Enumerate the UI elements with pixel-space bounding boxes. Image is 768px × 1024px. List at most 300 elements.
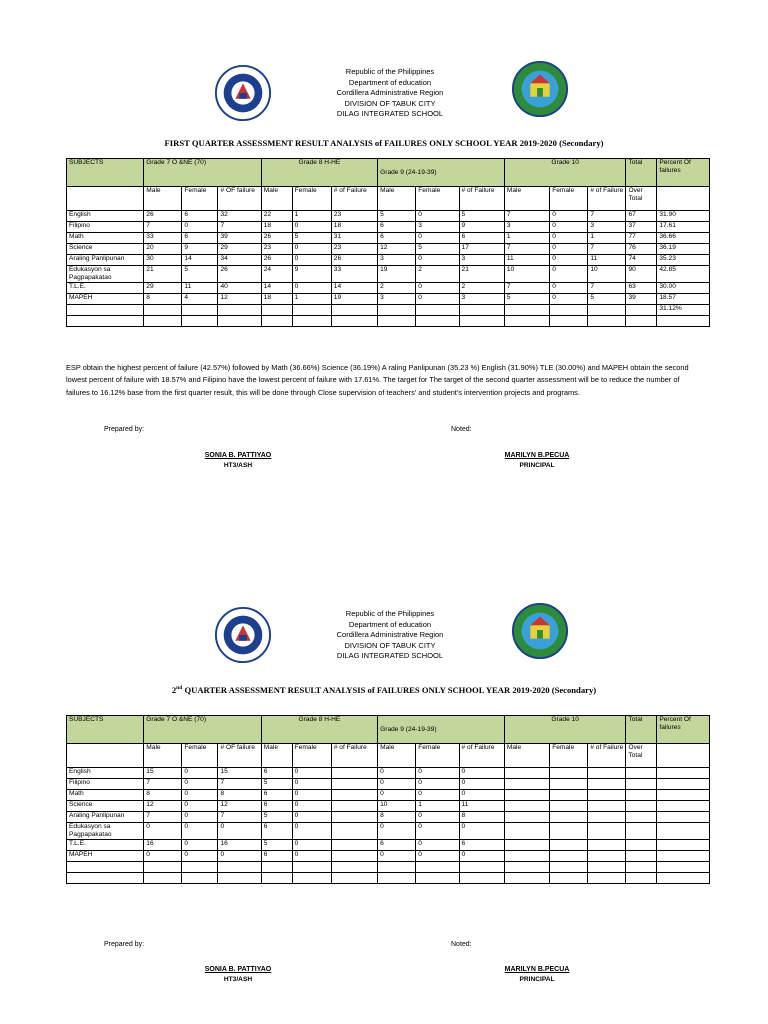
subject-cell: Filipino: [67, 222, 144, 233]
subject-cell: MAPEH: [67, 294, 144, 305]
col-grade10: Grade 10: [504, 716, 626, 744]
value-cell: [588, 779, 626, 790]
subhead-failure: # of Failure: [331, 744, 377, 768]
value-cell: 0: [550, 233, 588, 244]
subhead-failure: # OF failure: [218, 744, 261, 768]
value-cell: 23: [261, 244, 292, 255]
value-cell: 7: [588, 283, 626, 294]
value-cell: [504, 801, 549, 812]
noter-role: PRINCIPAL: [519, 976, 555, 983]
subhead-female: Female: [182, 744, 218, 768]
value-cell: 5: [416, 244, 459, 255]
value-cell: 7: [144, 779, 182, 790]
value-cell: [657, 873, 710, 884]
col-total: Total: [626, 716, 657, 744]
value-cell: 15: [144, 768, 182, 779]
value-cell: [416, 873, 459, 884]
preparer-name: SONIA B. PATTIYAO: [204, 966, 272, 973]
value-cell: [331, 851, 377, 862]
value-cell: [588, 840, 626, 851]
subject-cell: [67, 862, 144, 873]
table-row: [67, 851, 710, 862]
value-cell: 14: [182, 255, 218, 266]
value-cell: 6: [182, 233, 218, 244]
value-cell: 33: [144, 233, 182, 244]
letterhead-line: Cordillera Administrative Region: [336, 630, 444, 639]
value-cell: 22: [261, 211, 292, 222]
col-grade8: Grade 8 H-HE: [261, 716, 377, 744]
value-cell: [504, 873, 549, 884]
value-cell: 0: [292, 812, 331, 823]
value-cell: 12: [218, 294, 261, 305]
value-cell: 26: [261, 255, 292, 266]
value-cell: [657, 768, 710, 779]
subject-cell: T.L.E.: [67, 840, 144, 851]
value-cell: [626, 840, 657, 851]
value-cell: 21: [459, 266, 504, 283]
value-cell: 76: [626, 244, 657, 255]
col-subjects: SUBJECTS: [67, 159, 144, 187]
noted-label: Noted:: [451, 941, 472, 948]
value-cell: 18: [261, 222, 292, 233]
value-cell: [588, 790, 626, 801]
noter-name: MARILYN B.PECUA: [504, 452, 570, 459]
value-cell: [588, 801, 626, 812]
letterhead-line: DILAG INTEGRATED SCHOOL: [336, 651, 444, 660]
value-cell: 0: [378, 851, 416, 862]
value-cell: [626, 823, 657, 840]
value-cell: 8: [144, 294, 182, 305]
value-cell: 7: [144, 812, 182, 823]
value-cell: [550, 823, 588, 840]
value-cell: 7: [504, 244, 549, 255]
value-cell: 5: [261, 840, 292, 851]
value-cell: [504, 851, 549, 862]
value-cell: 2: [378, 283, 416, 294]
subhead-failure: # of Failure: [331, 187, 377, 211]
letterhead-line: DIVISION OF TABUK CITY: [344, 640, 436, 650]
value-cell: [550, 801, 588, 812]
value-cell: 9: [292, 266, 331, 283]
col-grade9: Grade 9 (24-19-39): [378, 716, 505, 744]
col-grade8: Grade 8 H-HE: [261, 159, 377, 187]
subhead-failure: # of Failure: [588, 744, 626, 768]
value-cell: 7: [588, 211, 626, 222]
subhead-male: Male: [378, 744, 416, 768]
col-grade9: Grade 9 (24-19-39): [378, 159, 505, 187]
value-cell: 4: [182, 294, 218, 305]
value-cell: 39: [218, 233, 261, 244]
value-cell: [588, 768, 626, 779]
subject-cell: T.L.E.: [67, 283, 144, 294]
subhead-male: Male: [144, 187, 182, 211]
value-cell: 1: [504, 233, 549, 244]
value-cell: 0: [292, 823, 331, 840]
value-cell: [416, 862, 459, 873]
value-cell: 0: [550, 222, 588, 233]
value-cell: 0: [292, 840, 331, 851]
value-cell: [261, 873, 292, 884]
value-cell: 0: [144, 851, 182, 862]
value-cell: 0: [416, 840, 459, 851]
value-cell: 19: [331, 294, 377, 305]
value-cell: 6: [459, 840, 504, 851]
value-cell: 12: [378, 244, 416, 255]
value-cell: [331, 779, 377, 790]
value-cell: 20: [144, 244, 182, 255]
value-cell: [550, 851, 588, 862]
value-cell: 21: [144, 266, 182, 283]
value-cell: [550, 812, 588, 823]
value-cell: 26: [331, 255, 377, 266]
value-cell: 0: [459, 779, 504, 790]
value-cell: 19: [378, 266, 416, 283]
value-cell: [378, 862, 416, 873]
col-total: Total: [626, 159, 657, 187]
col-percent: Percent Of failures: [657, 716, 710, 744]
preparer-role: HT3/ASH: [223, 462, 253, 469]
letterhead-line: DIVISION OF TABUK CITY: [344, 98, 436, 108]
value-cell: 10: [378, 801, 416, 812]
subhead-female: Female: [416, 187, 459, 211]
value-cell: 5: [261, 779, 292, 790]
table-row: [67, 801, 710, 812]
value-cell: [657, 840, 710, 851]
value-cell: [504, 790, 549, 801]
value-cell: [504, 862, 549, 873]
value-cell: 6: [378, 222, 416, 233]
value-cell: [626, 768, 657, 779]
value-cell: 0: [416, 812, 459, 823]
value-cell: 30.00: [657, 283, 710, 294]
quarter2-table: [66, 715, 710, 884]
value-cell: [504, 779, 549, 790]
letterhead-line: Republic of the Philippines: [345, 67, 435, 76]
noter-role: PRINCIPAL: [519, 462, 555, 469]
letterhead-line: Department of education: [348, 619, 432, 629]
value-cell: [588, 873, 626, 884]
subhead-female: Female: [550, 187, 588, 211]
value-cell: 6: [378, 233, 416, 244]
value-cell: 74: [626, 255, 657, 266]
value-cell: 0: [416, 294, 459, 305]
letterhead-line: Cordillera Administrative Region: [336, 88, 444, 97]
value-cell: 5: [261, 812, 292, 823]
value-cell: 0: [378, 790, 416, 801]
subhead-male: Male: [378, 187, 416, 211]
value-cell: 0: [292, 244, 331, 255]
value-cell: 12: [144, 801, 182, 812]
value-cell: 6: [261, 823, 292, 840]
quarter2-title: 2nd QUARTER ASSESSMENT RESULT ANALYSIS of FAILURES ONLY SCHOOL YEAR 2019-2020 (Secondary): [171, 685, 597, 695]
subhead-male: Male: [504, 187, 549, 211]
value-cell: [626, 873, 657, 884]
table-row: [67, 768, 710, 779]
value-cell: 2: [416, 266, 459, 283]
subhead-male: Male: [261, 744, 292, 768]
subhead-female: Female: [550, 744, 588, 768]
school-seal-icon: [511, 602, 569, 660]
value-cell: [504, 768, 549, 779]
value-cell: 36.66: [657, 233, 710, 244]
value-cell: 90: [626, 266, 657, 283]
value-cell: 36.19: [657, 244, 710, 255]
value-cell: 0: [416, 255, 459, 266]
value-cell: 8: [218, 790, 261, 801]
value-cell: [588, 862, 626, 873]
subject-cell: Edukasyon sa Pagpapakatao: [67, 266, 144, 283]
subhead-failure: # OF failure: [218, 187, 261, 211]
value-cell: 6: [261, 851, 292, 862]
value-cell: [331, 823, 377, 840]
col-grade7: Grade 7 O &NE (70): [144, 716, 261, 744]
value-cell: 0: [182, 851, 218, 862]
value-cell: 77: [626, 233, 657, 244]
value-cell: 1: [588, 233, 626, 244]
value-cell: [331, 801, 377, 812]
quarter2-table-body: [67, 768, 710, 884]
value-cell: [331, 873, 377, 884]
letterhead: [280, 609, 500, 662]
subhead-male: Male: [504, 744, 549, 768]
value-cell: 11: [182, 283, 218, 294]
subject-cell: Edukasyon sa Pagpapakatao: [67, 823, 144, 840]
table-row: [67, 779, 710, 790]
value-cell: [459, 862, 504, 873]
value-cell: 0: [292, 851, 331, 862]
value-cell: 0: [292, 801, 331, 812]
value-cell: 7: [218, 812, 261, 823]
value-cell: 6: [378, 840, 416, 851]
value-cell: 31: [331, 233, 377, 244]
value-cell: 32: [218, 211, 261, 222]
value-cell: 8: [459, 812, 504, 823]
value-cell: 3: [378, 294, 416, 305]
value-cell: 11: [504, 255, 549, 266]
value-cell: 6: [261, 790, 292, 801]
col-grade7: Grade 7 O &NE (70): [144, 159, 261, 187]
col-percent: Percent Of failures: [657, 159, 710, 187]
value-cell: [626, 862, 657, 873]
value-cell: [626, 851, 657, 862]
subhead-over-total: Over Total: [626, 187, 657, 211]
value-cell: 14: [331, 283, 377, 294]
subject-cell: Filipino: [67, 779, 144, 790]
value-cell: 31.12%: [657, 305, 710, 316]
value-cell: 26: [261, 233, 292, 244]
value-cell: 3: [459, 294, 504, 305]
value-cell: 0: [144, 823, 182, 840]
value-cell: [459, 873, 504, 884]
value-cell: 23: [331, 211, 377, 222]
value-cell: [588, 851, 626, 862]
value-cell: 8: [378, 812, 416, 823]
value-cell: 0: [182, 790, 218, 801]
value-cell: 5: [182, 266, 218, 283]
value-cell: [378, 873, 416, 884]
value-cell: [550, 873, 588, 884]
value-cell: [657, 790, 710, 801]
value-cell: [626, 790, 657, 801]
value-cell: 35.23: [657, 255, 710, 266]
subhead-over-total: Over Total: [626, 744, 657, 768]
value-cell: 5: [292, 233, 331, 244]
value-cell: [550, 768, 588, 779]
subject-cell: Science: [67, 244, 144, 255]
value-cell: 31.90: [657, 211, 710, 222]
value-cell: [292, 862, 331, 873]
value-cell: 0: [550, 294, 588, 305]
col-subjects: SUBJECTS: [67, 716, 144, 744]
col-grade10: Grade 10: [504, 159, 626, 187]
letterhead-line: DILAG INTEGRATED SCHOOL: [336, 109, 444, 118]
value-cell: [144, 862, 182, 873]
subhead-female: Female: [416, 744, 459, 768]
prepared-by-label: Prepared by:: [104, 941, 145, 948]
value-cell: 24: [261, 266, 292, 283]
value-cell: [657, 823, 710, 840]
value-cell: 2: [459, 283, 504, 294]
value-cell: [504, 823, 549, 840]
value-cell: 0: [292, 255, 331, 266]
value-cell: 40: [218, 283, 261, 294]
value-cell: 26: [218, 266, 261, 283]
value-cell: 1: [292, 211, 331, 222]
value-cell: 0: [550, 283, 588, 294]
value-cell: 0: [218, 823, 261, 840]
value-cell: 0: [416, 211, 459, 222]
table-row: [67, 840, 710, 851]
noter-name: MARILYN B.PECUA: [504, 966, 570, 973]
value-cell: [657, 801, 710, 812]
subject-cell: English: [67, 211, 144, 222]
value-cell: 29: [218, 244, 261, 255]
subhead-failure: # of Failure: [459, 187, 504, 211]
value-cell: 5: [504, 294, 549, 305]
value-cell: 0: [416, 790, 459, 801]
value-cell: 5: [588, 294, 626, 305]
value-cell: 6: [182, 211, 218, 222]
value-cell: 0: [550, 255, 588, 266]
value-cell: 0: [292, 790, 331, 801]
value-cell: [504, 812, 549, 823]
value-cell: [550, 840, 588, 851]
value-cell: 0: [416, 823, 459, 840]
value-cell: [182, 873, 218, 884]
value-cell: [292, 873, 331, 884]
value-cell: 5: [378, 211, 416, 222]
value-cell: [218, 862, 261, 873]
value-cell: 23: [331, 244, 377, 255]
value-cell: 0: [416, 779, 459, 790]
subject-cell: English: [67, 768, 144, 779]
value-cell: 12: [218, 801, 261, 812]
value-cell: 67: [626, 211, 657, 222]
value-cell: 0: [182, 840, 218, 851]
subject-cell: MAPEH: [67, 851, 144, 862]
value-cell: 14: [261, 283, 292, 294]
value-cell: 0: [378, 768, 416, 779]
table-row: [67, 873, 710, 884]
value-cell: 0: [459, 851, 504, 862]
value-cell: 3: [378, 255, 416, 266]
value-cell: 5: [459, 211, 504, 222]
value-cell: 18: [331, 222, 377, 233]
value-cell: 39: [626, 294, 657, 305]
subject-cell: Araling Panlipunan: [67, 812, 144, 823]
value-cell: 8: [144, 790, 182, 801]
value-cell: 10: [504, 266, 549, 283]
value-cell: 11: [588, 255, 626, 266]
value-cell: 3: [459, 255, 504, 266]
value-cell: [261, 862, 292, 873]
table-row: [67, 812, 710, 823]
table-row: [67, 790, 710, 801]
value-cell: 0: [182, 801, 218, 812]
letterhead-line: Republic of the Philippines: [345, 609, 435, 618]
subject-cell: Math: [67, 233, 144, 244]
value-cell: [550, 790, 588, 801]
value-cell: 6: [261, 768, 292, 779]
value-cell: 7: [218, 222, 261, 233]
value-cell: [331, 812, 377, 823]
value-cell: [331, 790, 377, 801]
subhead-failure: # of Failure: [459, 744, 504, 768]
value-cell: 7: [588, 244, 626, 255]
value-cell: 15: [218, 768, 261, 779]
value-cell: 16: [218, 840, 261, 851]
subhead-female: Female: [182, 187, 218, 211]
value-cell: 42.85: [657, 266, 710, 283]
value-cell: [657, 779, 710, 790]
value-cell: 18: [261, 294, 292, 305]
preparer-name: SONIA B. PATTIYAO: [204, 452, 272, 459]
value-cell: [657, 812, 710, 823]
table-row: [67, 823, 710, 840]
value-cell: 0: [292, 222, 331, 233]
value-cell: 3: [504, 222, 549, 233]
subhead-male: Male: [144, 744, 182, 768]
subject-cell: Araling Panlipunan: [67, 255, 144, 266]
value-cell: 0: [218, 851, 261, 862]
value-cell: 9: [459, 222, 504, 233]
value-cell: 7: [218, 779, 261, 790]
subhead-failure: # of Failure: [588, 187, 626, 211]
value-cell: [550, 862, 588, 873]
value-cell: 7: [504, 283, 549, 294]
value-cell: 11: [459, 801, 504, 812]
value-cell: 6: [459, 233, 504, 244]
value-cell: 26: [144, 211, 182, 222]
subject-cell: [67, 873, 144, 884]
preparer-role: HT3/ASH: [223, 976, 253, 983]
value-cell: 0: [182, 222, 218, 233]
value-cell: [588, 812, 626, 823]
value-cell: [218, 873, 261, 884]
value-cell: 3: [416, 222, 459, 233]
value-cell: [626, 812, 657, 823]
value-cell: 0: [292, 768, 331, 779]
value-cell: 9: [182, 244, 218, 255]
value-cell: [331, 840, 377, 851]
value-cell: [657, 851, 710, 862]
value-cell: 0: [182, 779, 218, 790]
table-row: [67, 862, 710, 873]
value-cell: 16: [144, 840, 182, 851]
value-cell: 0: [292, 779, 331, 790]
subhead-female: Female: [292, 744, 331, 768]
value-cell: 33: [331, 266, 377, 283]
